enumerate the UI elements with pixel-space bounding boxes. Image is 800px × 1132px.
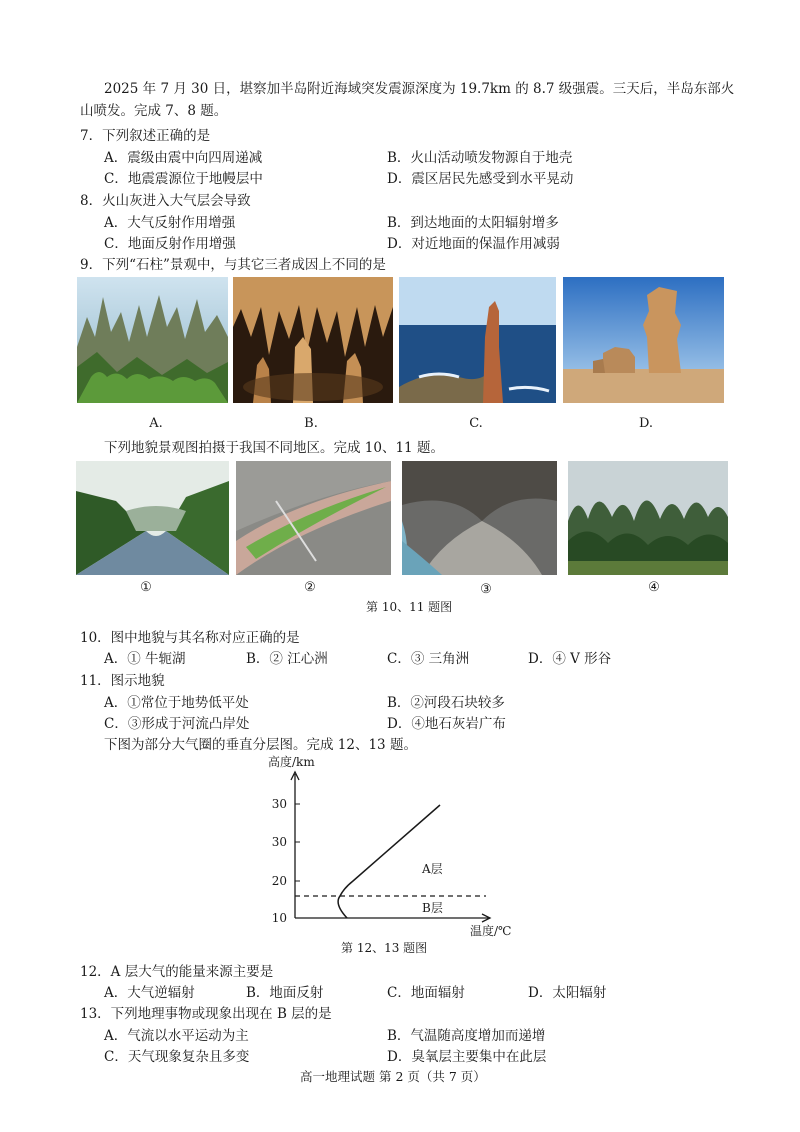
q7-option-d: D．震区居民先感受到水平晃动 <box>387 171 574 187</box>
chart-y-label: 高度/km <box>268 755 315 769</box>
q13-option-b: B．气温随高度增加而递增 <box>387 1028 546 1044</box>
photo-river-gorge <box>76 461 229 575</box>
fig-label-3: ③ <box>480 582 492 597</box>
q11-option-a: A．①常位于地势低平处 <box>104 695 249 711</box>
q8-option-b: B．到达地面的太阳辐射增多 <box>387 215 559 231</box>
q12-option-a: A．大气逆辐射 <box>104 985 195 1001</box>
chart-layer-b-label: B层 <box>422 901 443 915</box>
photo-sea-stack <box>399 277 556 403</box>
q12-option-c: C．地面辐射 <box>387 985 465 1001</box>
q11-option-c: C．③形成于河流凸岸处 <box>104 716 250 732</box>
intro-7-8-line2: 山喷发。完成 7、8 题。 <box>80 103 228 119</box>
fig-label-4: ④ <box>648 580 660 595</box>
q10-option-b: B．② 江心洲 <box>246 651 328 667</box>
fig-label-2: ② <box>304 580 316 595</box>
q13-option-d: D．臭氧层主要集中在此层 <box>387 1049 547 1065</box>
photo-karst-cave-columns <box>233 277 393 403</box>
q12-option-b: B．地面反射 <box>246 985 324 1001</box>
q10-option-a: A．① 牛轭湖 <box>104 651 186 667</box>
q10-stem: 10．图中地貌与其名称对应正确的是 <box>80 630 300 646</box>
atmosphere-layer-chart <box>250 750 530 940</box>
chart-y-tick-label: 20 <box>271 874 287 888</box>
photo-karst-peaks <box>568 461 728 575</box>
q8-stem: 8．火山灰进入大气层会导致 <box>80 193 251 209</box>
q9-stem: 9．下列“石柱”景观中，与其它三者成因上不同的是 <box>80 257 386 273</box>
q13-option-c: C．天气现象复杂且多变 <box>104 1049 250 1065</box>
q7-option-a: A．震级由震中向四周递减 <box>104 150 263 166</box>
q10-option-c: C．③ 三角洲 <box>387 651 470 667</box>
q10-option-d: D．④ V 形谷 <box>528 651 612 667</box>
q9-label-b: B. <box>304 416 318 431</box>
chart-x-label: 温度/℃ <box>470 924 512 938</box>
q11-stem: 11．图示地貌 <box>80 673 165 689</box>
q11-option-b: B．②河段石块较多 <box>387 695 505 711</box>
page-footer: 高一地理试题 第 2 页（共 7 页） <box>300 1069 486 1084</box>
q8-option-c: C．地面反射作用增强 <box>104 236 236 252</box>
fig-12-13-caption: 第 12、13 题图 <box>341 941 428 955</box>
q7-option-c: C．地震震源位于地幔层中 <box>104 171 263 187</box>
chart-y-tick-label: 10 <box>271 911 287 925</box>
intro-10-11: 下列地貌景观图拍摄于我国不同地区。完成 10、11 题。 <box>104 440 444 456</box>
q12-option-d: D．太阳辐射 <box>528 985 607 1001</box>
fig-label-1: ① <box>140 580 152 595</box>
q9-label-a: A. <box>149 416 163 431</box>
fig-10-11-caption: 第 10、11 题图 <box>366 600 453 614</box>
q7-option-b: B．火山活动喷发物源自于地壳 <box>387 150 573 166</box>
photo-alluvial-fan <box>402 461 557 575</box>
photo-sandstone-peaks <box>77 277 228 403</box>
chart-y-tick-label: 30 <box>271 797 287 811</box>
q9-label-d: D. <box>638 416 654 431</box>
q8-option-d: D．对近地面的保温作用减弱 <box>387 236 560 252</box>
q8-option-a: A．大气反射作用增强 <box>104 215 236 231</box>
q13-option-a: A．气流以水平运动为主 <box>104 1028 249 1044</box>
photo-desert-yardang-pillar <box>563 277 724 403</box>
chart-layer-a-label: A层 <box>422 862 443 876</box>
q7-stem: 7．下列叙述正确的是 <box>80 128 211 144</box>
intro-12-13: 下图为部分大气圈的垂直分层图。完成 12、13 题。 <box>104 737 417 753</box>
intro-7-8-line1: 2025 年 7 月 30 日，堪察加半岛附近海域突发震源深度为 19.7km 的 8.7 级强震。三天后，半岛东部火 <box>104 81 735 97</box>
chart-y-tick-label: 30 <box>271 835 287 849</box>
photo-river-island <box>236 461 391 575</box>
q12-stem: 12．A 层大气的能量来源主要是 <box>80 964 274 980</box>
q9-label-c: C. <box>469 416 483 431</box>
q13-stem: 13．下列地理事物或现象出现在 B 层的是 <box>80 1006 332 1022</box>
q11-option-d: D．④地石灰岩广布 <box>387 716 506 732</box>
